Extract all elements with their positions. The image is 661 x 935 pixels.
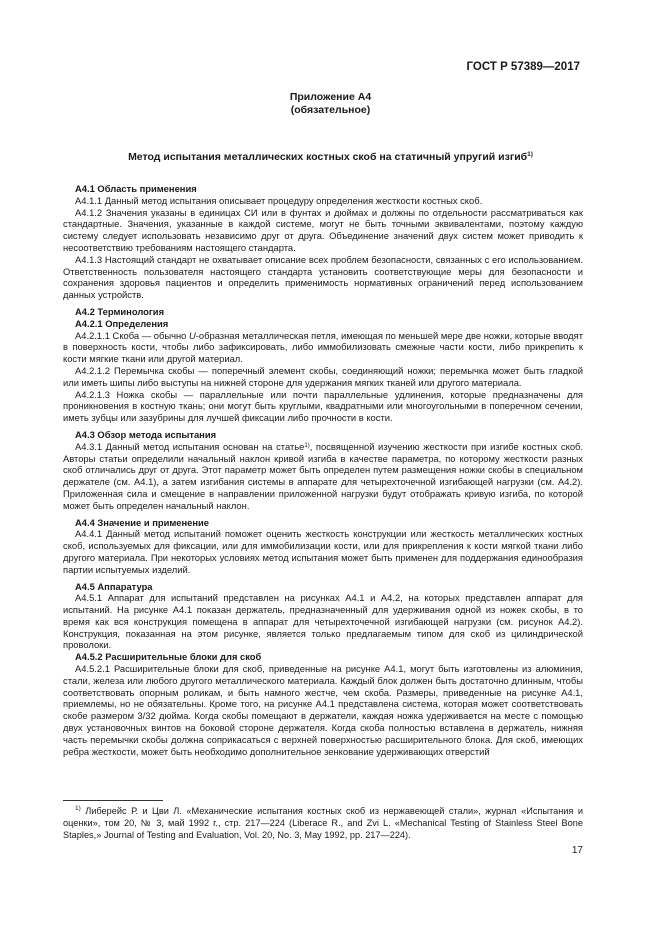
paragraph-a4-5-1: А4.5.1 Аппарат для испытаний представлен на рисунках А4.1 и А4.2, на которых представлен аппарат для испытаний. На рисунке А4.1 показан держатель, предназначенный для удерживания одной из ножек скобы, в то время как вся конструкция помещена в аппарат для четырехточечной изгибающей нагрузки (см. рисунок А4.2). Конструкция, показанная на этом рисунке, является только предлагаемым типом для скоб из цилиндрической проволоки. bbox=[63, 592, 583, 651]
section-heading-a4-2: А4.2 Терминология bbox=[75, 305, 165, 317]
subsection-heading-a4-2-1: А4.2.1 Определения bbox=[75, 317, 169, 329]
footnote-separator bbox=[63, 800, 163, 801]
section-heading-a4-1: А4.1 Область применения bbox=[75, 183, 197, 194]
paragraph-a4-2-1-3: А4.2.1.3 Ножка скобы — параллельные или почти параллельные удлинения, которые предназначены для проникновения в костную ткань; они могут быть круглыми, квадратными или многоугольными в поперечном сечении, иметь зубцы или зазубрины для лучшей фиксации либо прочности в кости. bbox=[63, 388, 583, 424]
paragraph-a4-5-2-1: А4.5.2.1 Расширительные блоки для скоб, приведенные на рисунке А4.1, могут быть изготовлены из алюминия, стали, железа или любого другого металлического материала. Каждый блок должен быть достаточно длинным, чтобы соответствовать опорным роликам, и быть намного жестче, чем скоба. Размеры, приведенные на рисунке А4.1, приемлемы, но не обязательны. Кроме того, на рисунке А4.1 представлена система, которая может соответствовать скобе размером 3/32 дюйма. Когда скобы помещают в держатели, каждая ножка удерживается на месте с помощью двух установочных винтов на боковой стороне держателя. Когда скоба полностью вставлена в держатель, нижняя часть перемычки скобы должна соприкасаться с верхней поверхностью расширительного блока. Для скоб, имеющих ребра жесткости, может быть необходимо дополнительное зенкование удерживающих отверстий bbox=[63, 663, 583, 757]
paragraph-a4-1-2: А4.1.2 Значения указаны в единицах СИ или в фунтах и дюймах и должны по отдельности рассматриваться как стандартные. Значения, указанные в каждой системе, могут не быть точными эквивалентами, поэтому каждую систему следует использовать независимо друг от друга. Объединение значений двух систем может приводить к несоответствию требованиям настоящего стандарта. bbox=[63, 206, 583, 253]
paragraph-a4-4-1: А4.4.1 Данный метод испытаний поможет оценить жесткость конструкции или жесткость металлических костных скоб, используемых для фиксации, или для иммобилизации кости, или для прикрепления к кости мягкой ткани либо другого материала. При некоторых условиях метод испытания может быть применен для поддержания единообразия партии испытуемых изделий. bbox=[63, 528, 583, 575]
section-heading-a4-4: А4.4 Значение и применение bbox=[75, 516, 210, 528]
footnote-mark: 1) bbox=[75, 805, 81, 812]
paragraph-a4-2-1-2: А4.2.1.2 Перемычка скобы — поперечный элемент скобы, соединяющий ножки; перемычка может быть гладкой или иметь шипы либо выступы на нижней стороне для удержания мягких тканей или другого материала. bbox=[63, 364, 583, 388]
document-title bbox=[0, 151, 661, 163]
annex-status: (обязательное) bbox=[290, 104, 371, 116]
paragraph-a4-1-1: А4.1.1 Данный метод испытания описывает процедуру определения жесткости костных скоб. bbox=[75, 194, 483, 206]
standard-number: ГОСТ Р 57389—2017 bbox=[466, 61, 580, 73]
section-heading-a4-3: А4.3 Обзор метода испытания bbox=[75, 428, 217, 440]
paragraph-a4-2-1-1: А4.2.1.1 Скоба — обычно U-образная металлическая петля, имеющая по меньшей мере две ножки, которые вводят в поверхность кости, чтобы либо зафиксировать, либо иммобилизовать смежные части кости, либо прикрепить к кости мягкие ткани или другой материал. bbox=[63, 329, 584, 365]
paragraph-a4-1-3: А4.1.3 Настоящий стандарт не охватывает описание всех проблем безопасности, связанных с его использованием. Ответственность пользователя настоящего стандарта установить соответствующие меры для безопасности и сохранения здоровья пациентов и определить применимость нормативных ограничений перед использованием данных устройств. bbox=[63, 253, 583, 301]
footnote-text: Либерейс Р. и Цви Л. «Механические испытания костных скоб из нержавеющей стали», журнал «Испытания и оценки», том 20, № 3, май 1992 г., стр. 217—224 (Liberace R., and Zvi L. «Mechanical Testing of Stainless Steel Bone Staples,» Journal of Testing and Evaluation, Vol. 20, No. 3, May 1992, pp. 217—224). bbox=[63, 806, 583, 840]
subsection-heading-a4-5-2: А4.5.2 Расширительные блоки для скоб bbox=[75, 651, 262, 663]
annex-heading bbox=[0, 91, 661, 117]
document-body bbox=[63, 183, 583, 757]
annex-title: Приложение А4 bbox=[289, 91, 372, 103]
page-number: 17 bbox=[571, 845, 583, 856]
document-title-text: Метод испытания металлических костных скоб на статичный упругий изгиб bbox=[128, 151, 528, 163]
section-heading-a4-5: А4.5 Аппаратура bbox=[75, 580, 153, 592]
footnote bbox=[63, 803, 583, 841]
paragraph-a4-3-1: А4.3.1 Данный метод испытания основан на статье$^{1)}$, посвященной изучению жесткости при изгибе костных скоб. Авторы статьи определили начальный наклон кривой изгиба в качестве параметра, по которому жесткости разных скоб отличались друг от друга. Этот параметр может быть определен путем размещения ножки скобы в специальном держателе (см. А4.1), а затем изгибания системы в аппарате для четырехточечной изгибающей нагрузки (см. А4.2). Приложенная сила и смещение в направлении приложенной нагрузки будут отображать кривую изгиба, по которой может быть определен начальный наклон. bbox=[63, 440, 584, 511]
footnote-ref: 1) bbox=[527, 151, 533, 158]
footnote-ref: 1) bbox=[304, 442, 310, 449]
